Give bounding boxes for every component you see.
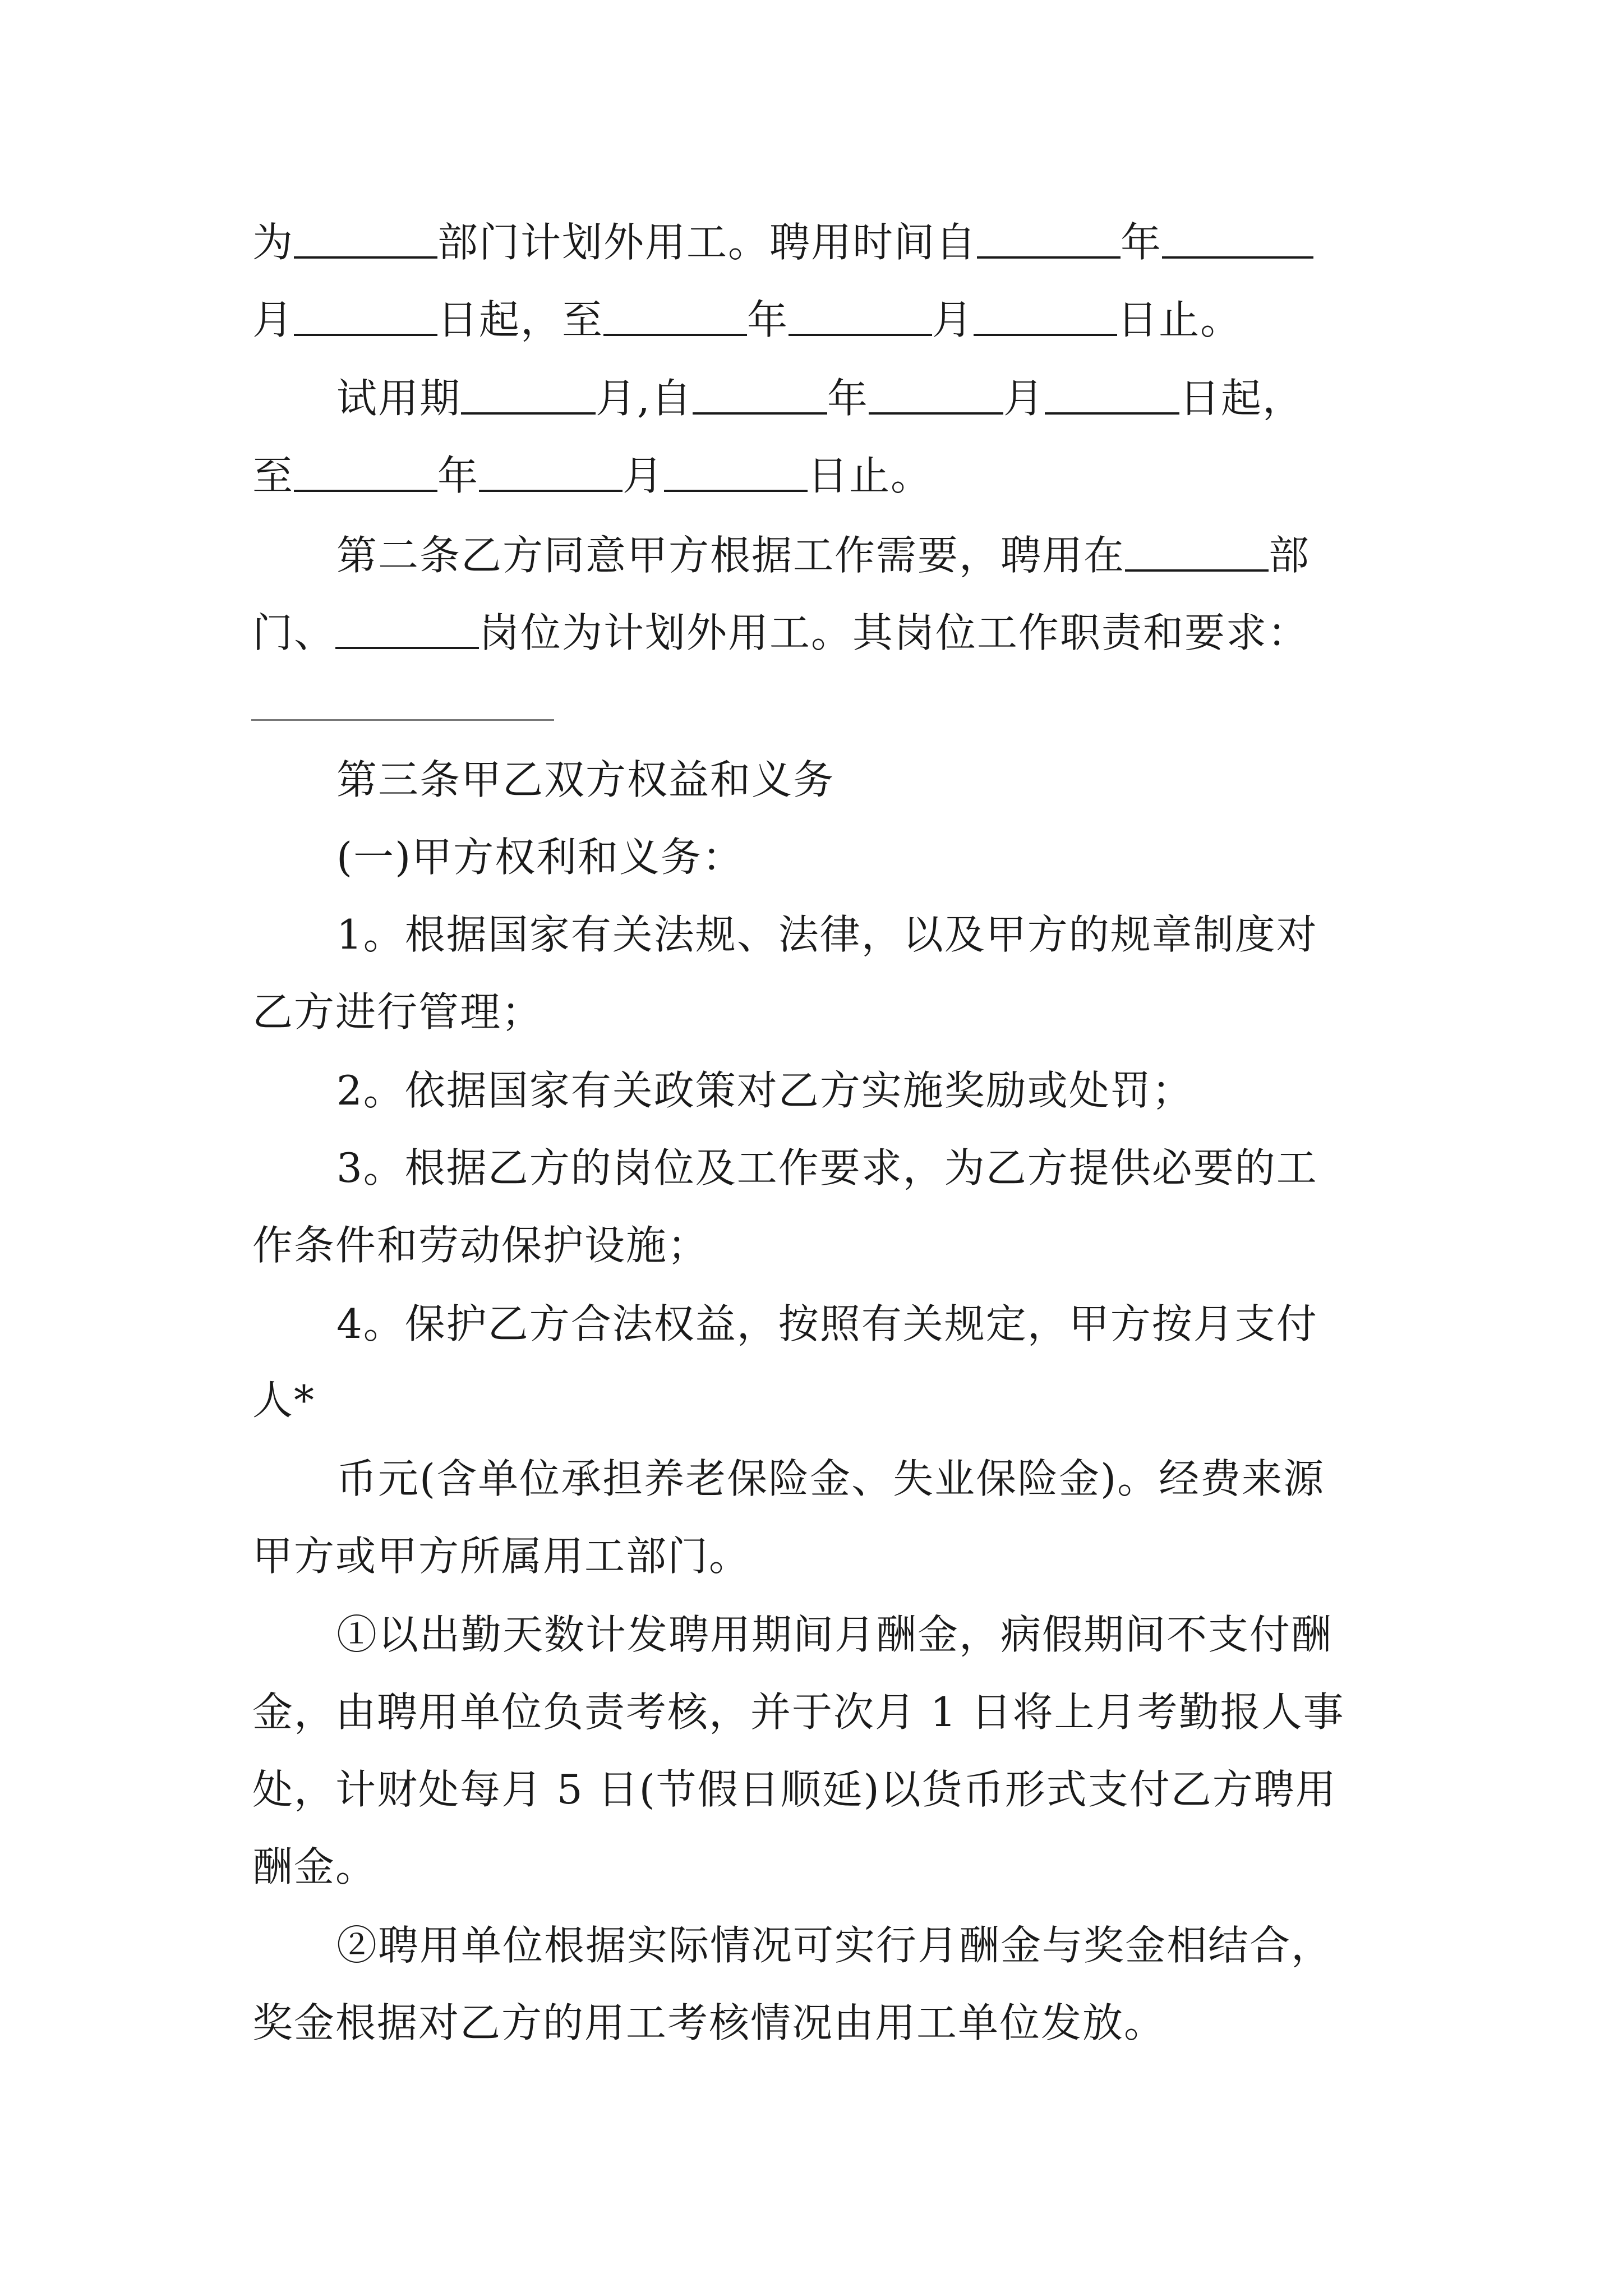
text-segment: 为 bbox=[252, 219, 294, 266]
fill-blank bbox=[1045, 412, 1179, 415]
fill-blank bbox=[461, 412, 596, 415]
item-4-line-1: 4。保护乙方合法权益，按照有关规定，甲方按月支付 bbox=[336, 1300, 1318, 1347]
note-2-line-2: 奖金根据对乙方的用工考核情况由用工单位发放。 bbox=[252, 1999, 1166, 2046]
clause-3-heading: 第三条甲乙双方权益和义务 bbox=[336, 756, 835, 803]
note-2-line-1: ②聘用单位根据实际情况可实行月酬金与奖金相结合， bbox=[336, 1922, 1333, 1969]
text-segment: 第二条乙方同意甲方根据工作需要，聘用在 bbox=[336, 532, 1126, 579]
text-segment: 月 bbox=[932, 296, 974, 343]
fill-blank bbox=[789, 334, 932, 336]
fill-blank bbox=[974, 334, 1117, 336]
text-segment: 门、 bbox=[252, 609, 336, 656]
duty-requirements-blank-line bbox=[251, 719, 554, 721]
item-2-line-1: 2。依据国家有关政策对乙方实施奖励或处罚； bbox=[336, 1067, 1193, 1114]
item-4-line-2: 人* bbox=[252, 1377, 316, 1424]
text-segment: 部门计划外用工。聘用时间自 bbox=[437, 219, 978, 266]
item-1-line-1: 1。根据国家有关法规、法律，以及甲方的规章制度对 bbox=[336, 911, 1318, 958]
item-3-line-2: 作条件和劳动保护设施； bbox=[252, 1222, 709, 1269]
fill-blank bbox=[1162, 256, 1313, 259]
employment-period-line-1 bbox=[252, 214, 1313, 270]
note-1-line-1: ①以出勤天数计发聘用期间月酬金，病假期间不支付酬 bbox=[336, 1611, 1333, 1658]
item-1-line-2: 乙方进行管理； bbox=[252, 988, 543, 1036]
text-segment: 日止。 bbox=[1117, 296, 1242, 343]
fill-blank bbox=[479, 490, 623, 492]
text-segment: 至 bbox=[252, 452, 294, 499]
fill-blank bbox=[693, 412, 827, 415]
text-segment: 年 bbox=[747, 296, 789, 343]
text-segment: 年 bbox=[827, 375, 869, 422]
item-3-line-1: 3。根据乙方的岗位及工作要求，为乙方提供必要的工 bbox=[336, 1144, 1318, 1191]
fill-blank bbox=[294, 256, 437, 259]
text-segment: 日起， bbox=[1179, 375, 1304, 422]
probation-line-1 bbox=[336, 370, 1304, 426]
note-1-line-3: 处，计财处每月 5 日(节假日顺延)以货币形式支付乙方聘用 bbox=[252, 1766, 1337, 1813]
employment-period-line-2 bbox=[252, 292, 1242, 348]
item-4-line-3: 币元(含单位承担养老保险金、失业保险金)。经费来源 bbox=[336, 1455, 1325, 1502]
text-segment: 年 bbox=[1121, 219, 1163, 266]
party-a-rights-heading: (一)甲方权利和义务： bbox=[336, 834, 744, 881]
fill-blank bbox=[664, 490, 808, 492]
fill-blank bbox=[869, 412, 1003, 415]
text-segment: 月 bbox=[623, 452, 665, 499]
fill-blank bbox=[294, 334, 437, 336]
text-segment: 日起，至 bbox=[437, 296, 604, 343]
text-segment: 月 bbox=[252, 296, 294, 343]
fill-blank bbox=[977, 256, 1121, 259]
probation-line-2 bbox=[252, 448, 932, 504]
fill-blank bbox=[335, 647, 479, 649]
note-1-line-2: 金，由聘用单位负责考核，并于次月 1 日将上月考勤报人事 bbox=[252, 1688, 1345, 1736]
text-segment: 日止。 bbox=[808, 452, 933, 499]
fill-blank bbox=[294, 490, 437, 492]
note-1-line-4: 酬金。 bbox=[252, 1843, 377, 1890]
text-segment: 月,自 bbox=[596, 375, 693, 422]
clause-2-line-1 bbox=[336, 527, 1310, 583]
text-segment: 试用期 bbox=[336, 375, 462, 422]
text-segment: 年 bbox=[437, 452, 479, 499]
clause-2-line-2 bbox=[252, 605, 1309, 661]
item-4-line-4: 甲方或甲方所属用工部门。 bbox=[252, 1533, 751, 1580]
text-segment: 月 bbox=[1003, 375, 1045, 422]
fill-blank bbox=[603, 334, 747, 336]
text-segment: 岗位为计划外用工。其岗位工作职责和要求： bbox=[479, 609, 1310, 656]
text-segment: 部 bbox=[1269, 532, 1311, 579]
fill-blank bbox=[1125, 569, 1269, 572]
